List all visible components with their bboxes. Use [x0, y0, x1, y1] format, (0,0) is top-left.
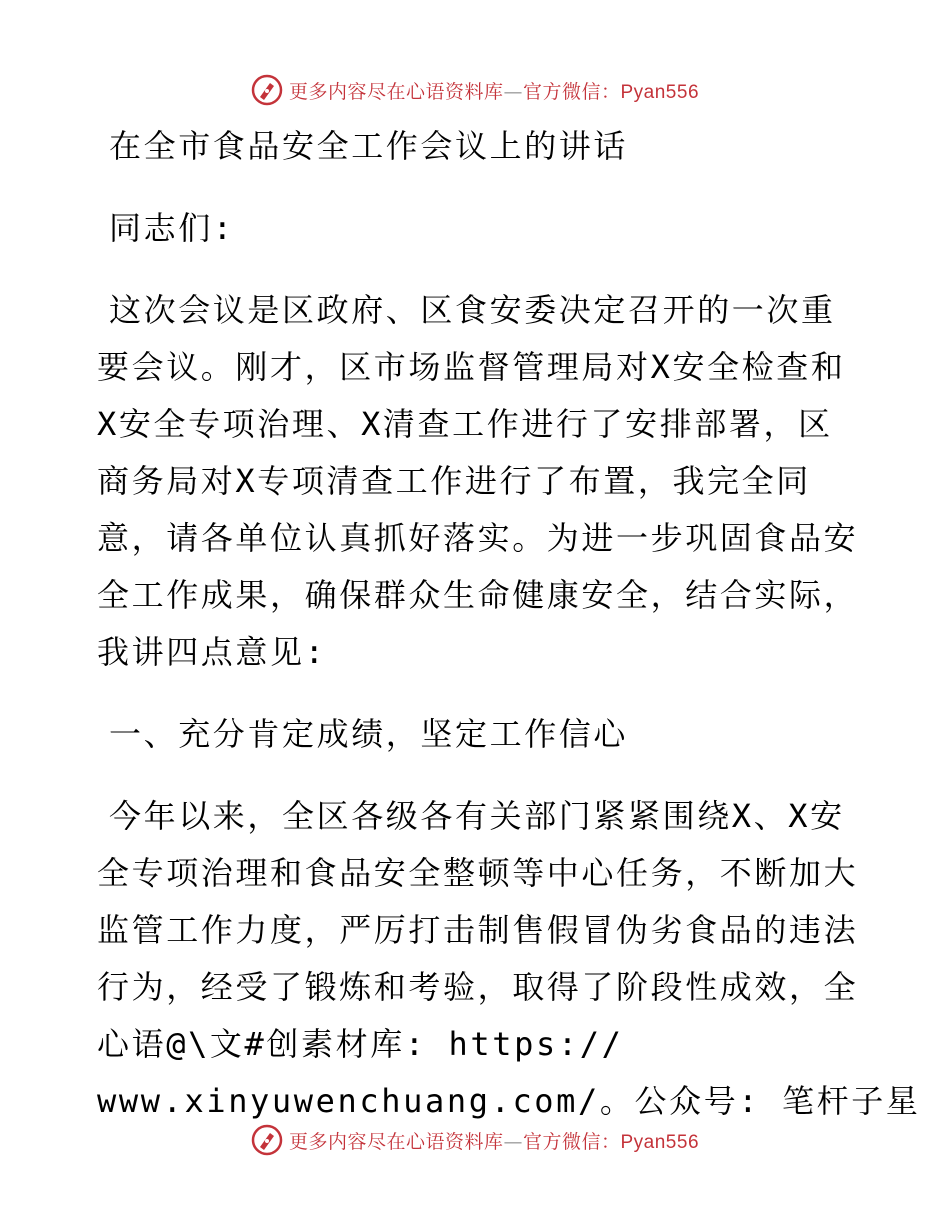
watermark-site-text: 更多内容尽在心语资料库	[288, 1130, 504, 1153]
watermark-label: 官方微信：	[522, 1130, 621, 1153]
paragraph-1	[97, 282, 857, 681]
header-watermark	[0, 70, 950, 110]
paragraph-2	[97, 788, 921, 1130]
watermark-site-text: 更多内容尽在心语资料库	[288, 80, 504, 103]
salutation: 同志们:	[109, 209, 235, 247]
watermark-text	[289, 1127, 699, 1154]
paragraph-line: 全专项治理和食品安全整顿等中心任务，不断加大	[97, 854, 859, 892]
paragraph-line: www.xinyuwenchuang.com/。公众号: 笔杆子星	[97, 1082, 921, 1120]
paragraph-line: 全工作成果，确保群众生命健康安全，结合实际，	[97, 576, 859, 614]
watermark-separator: —	[503, 80, 523, 103]
paragraph-line: 商务局对X专项清查工作进行了布置，我完全同	[97, 462, 811, 500]
watermark-separator: —	[503, 1130, 523, 1153]
watermark-text	[289, 77, 699, 104]
footer-watermark	[0, 1120, 950, 1160]
paragraph-line: 意，请各单位认真抓好落实。为进一步巩固食品安	[97, 519, 859, 557]
document-body	[97, 118, 921, 1130]
paragraph-line: 行为，经受了锻炼和考验，取得了阶段性成效，全	[97, 968, 859, 1006]
paragraph-line: 今年以来，全区各级各有关部门紧紧围绕X、X安	[109, 797, 845, 835]
section-heading-1: 一、充分肯定成绩，坚定工作信心	[109, 715, 629, 753]
paragraph-line: 要会议。刚才，区市场监督管理局对X安全检查和	[97, 348, 846, 386]
pen-nib-logo-icon	[251, 74, 283, 106]
paragraph-line: 这次会议是区政府、区食安委决定召开的一次重	[109, 291, 836, 329]
paragraph-line: 心语@\文#创素材库: https://	[97, 1025, 624, 1063]
watermark-handle: Pyan556	[620, 81, 700, 103]
document-title: 在全市食品安全工作会议上的讲话	[109, 127, 629, 165]
paragraph-line: X安全专项治理、X清查工作进行了安排部署，区	[97, 405, 833, 443]
pen-nib-logo-icon	[251, 1124, 283, 1156]
paragraph-line: 监管工作力度，严厉打击制售假冒伪劣食品的违法	[97, 911, 859, 949]
watermark-label: 官方微信：	[522, 80, 621, 103]
watermark-handle: Pyan556	[620, 1131, 700, 1153]
paragraph-line: 我讲四点意见:	[97, 633, 327, 671]
